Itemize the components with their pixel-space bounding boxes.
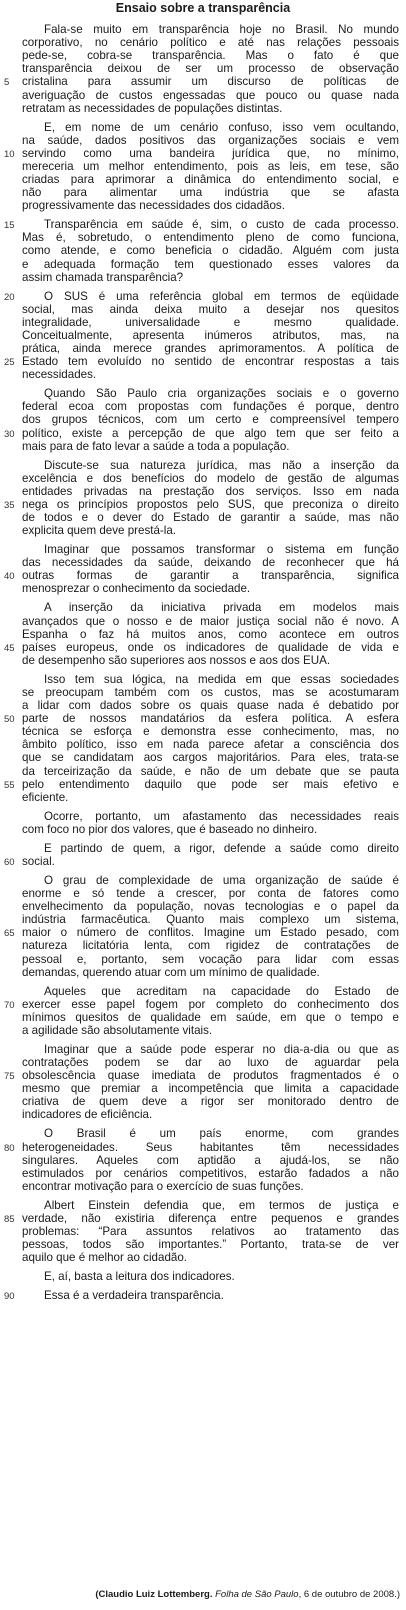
text-line: averiguação de custos engessadas que pouco ou quase nada	[22, 89, 399, 102]
text-line: Imaginar que a saúde pode esperar no dia-a-dia ou que as	[44, 1043, 399, 1056]
line-number: 35	[4, 499, 15, 511]
text-line: mereceria um melhor entendimento, pois as leis, em tese, são	[22, 160, 399, 173]
text-line: servindo como uma bandeira jurídica que, no mínimo,	[22, 147, 399, 160]
line-number: 45	[4, 642, 15, 654]
text-line: entidades privadas na prestação dos serviços. Isso em nada	[22, 485, 399, 498]
text-line: como atende, e como beneficia o cidadão. Alguém com justa	[22, 245, 399, 258]
line-number: 55	[4, 779, 15, 791]
text-line: singulares. Aqueles com aptidão a ajudá-los, se não	[22, 1154, 399, 1167]
line-number: 80	[4, 1142, 15, 1154]
text-line: dos grupos técnicos, com um certo e compreensível tempero	[22, 414, 399, 427]
text-line: federal ecoa com propostas com fundações é porque, dentro	[22, 401, 399, 414]
text-line: assim chamada transparência?	[22, 271, 184, 284]
text-line: pelo entendimento daquilo que pode ser mais efetivo e	[22, 778, 399, 791]
text-line: mais para de fato levar a saúde a toda a população.	[22, 440, 290, 453]
text-line: problemas: “Para assuntos relativos ao tratamento das	[22, 1226, 399, 1238]
text-line: Essa é a verdadeira transparência.	[44, 1290, 224, 1303]
text-line: aquilo que é melhor ao cidadão.	[22, 1252, 188, 1265]
text-line: Fala-se muito em transparência hoje no Brasil. No mundo	[44, 24, 399, 36]
text-line: Discute-se sua natureza jurídica, mas não a inserção da	[44, 459, 399, 472]
line-number: 10	[4, 148, 15, 160]
text-line: social.	[22, 855, 55, 868]
text-line: se preocupam também com os custos, mas se acostumaram	[22, 686, 399, 699]
text-line: E partindo de quem, a rigor, defende a saúde como direito	[44, 842, 399, 855]
text-line: com foco no pior dos valores, que é baseado no dinheiro.	[22, 823, 318, 836]
text-line: pessoal e, portanto, sem vocação para lidar com essas	[22, 953, 399, 966]
text-line: Aqueles que acreditam na capacidade do Estado de	[44, 985, 399, 998]
text-line: países europeus, onde os indicadores de qualidade de vida e	[22, 641, 399, 654]
essay-title: Ensaio sobre a transparência	[115, 1, 291, 15]
text-line: encontrar motivação para o exercício de suas funções.	[22, 1180, 304, 1193]
text-line: transparência deixou de ser um processo de observação	[22, 63, 399, 76]
text-line: E, em nome de um cenário confuso, isso vem ocultando,	[44, 121, 399, 134]
text-line: E, aí, basta a leitura dos indicadores.	[44, 1271, 235, 1284]
text-line: na saúde, dados positivos das organizações sociais e vem	[22, 134, 399, 147]
text-line: indústria farmacêutica. Quanto mais complexo um sistema,	[22, 914, 399, 927]
line-number: 40	[4, 571, 15, 583]
line-number: 85	[4, 1213, 15, 1225]
line-number: 90	[4, 1291, 15, 1303]
text-line: eficiente.	[22, 791, 69, 804]
text-line: nega os princípios propostos pelo SUS, que preconiza o direito	[22, 498, 399, 511]
text-line: integralidade, universalidade e mesmo qualidade.	[22, 316, 399, 329]
text-line: Transparência em saúde é, sim, o custo de cada processo.	[44, 219, 399, 232]
line-number: 20	[4, 291, 15, 303]
text-line: necessidades.	[22, 369, 97, 382]
text-line: Albert Einstein defendia que, em termos de justiça e	[44, 1199, 399, 1212]
text-line: progressivamente das necessidades dos cidadãos.	[22, 200, 285, 213]
text-line: O SUS é uma referência global em termos de eqüidade	[44, 290, 399, 303]
source-author: (Claudio Luiz Lottemberg.	[95, 1589, 213, 1600]
source-citation	[95, 1589, 400, 1601]
text-line: estimulados por cenários competitivos, estarão fadados a não	[22, 1167, 399, 1180]
text-line: maior o número de conflitos. Imagine um Estado pesado, com	[22, 927, 399, 940]
text-line: Mas é, sobretudo, o entendimento pleno de como funciona,	[22, 232, 399, 245]
text-line: político, existe a percepção de que algo tem que ser feito a	[22, 427, 399, 440]
text-line: que se candidatam aos cargos majoritários. Para eles, trata-se	[22, 752, 399, 765]
text-line: e adequada formação tem questionado esses valores da	[22, 258, 399, 271]
text-line: a agilidade são absolutamente vitais.	[22, 1024, 213, 1037]
text-line: demandas, querendo atuar com um mínimo de qualidade.	[22, 966, 320, 979]
text-line: mesmo que premiar a incompetência que limita a capacidade	[22, 1083, 399, 1096]
text-line: âmbito político, isso em nada parece afetar a consciência dos	[22, 739, 399, 752]
text-line: parte de nossos mandatários da esfera política. A esfera	[22, 713, 399, 726]
text-line: O Brasil é um país enorme, com grandes	[44, 1128, 399, 1141]
text-line: de todos e o dever do Estado de garantir a saúde, mas não	[22, 512, 399, 524]
text-line: Conceitualmente, apresenta inúmeros atributos, mas, na	[22, 329, 399, 342]
text-line: cristalina para assumir um discurso de políticas de	[22, 76, 399, 89]
text-line: O grau de complexidade de uma organização de saúde é	[44, 874, 399, 887]
text-line: criadas para aprimorar a dinâmica do entendimento social, e	[22, 174, 399, 186]
text-line: corporativo, no cenário político e até nas relações pessoais	[22, 37, 399, 50]
text-line: criativa de quem deve a rigor ser monitorado dentro de	[22, 1096, 399, 1109]
text-line: natureza licitatória lenta, com rigidez de contratações de	[22, 940, 399, 953]
text-line: Quando São Paulo cria organizações sociais e o governo	[44, 388, 399, 401]
text-line: Isso tem sua lógica, na medida em que essas sociedades	[44, 673, 399, 686]
text-line: enorme e só tende a crescer, por conta de fatores como	[22, 888, 399, 900]
text-line: Espanha o faz há muitos anos, como acontece em outros	[22, 628, 399, 641]
text-line: A inserção da iniciativa privada em modelos mais	[44, 602, 399, 615]
text-line: Imaginar que possamos transformar o sistema em função	[44, 544, 399, 557]
text-line: indicadores de eficiência.	[22, 1109, 153, 1122]
text-line: envelhecimento da população, novas tecnologias e o papel da	[22, 901, 399, 914]
text-line: menosprezar o conhecimento da sociedade.	[22, 583, 251, 596]
text-line: outras formas de garantir a transparência, significa	[22, 570, 399, 583]
text-line: pessoas, todos são importantes.” Portanto, trata-se de ver	[22, 1239, 399, 1252]
line-number: 60	[4, 856, 15, 868]
text-line: social, mas ainda deixa muito a desejar nos quesitos	[22, 303, 399, 316]
text-line: das necessidades da saúde, deixando de reconhecer que há	[22, 557, 399, 570]
text-line: técnica se esforça e demonstra esse conhecimento, mas, no	[22, 726, 399, 739]
line-number: 30	[4, 428, 15, 440]
line-number: 70	[4, 999, 15, 1011]
line-number: 75	[4, 1071, 15, 1083]
text-line: da terceirização da saúde, e não de um debate que se pauta	[22, 765, 399, 778]
line-number: 25	[4, 357, 15, 369]
text-line: retratam as necessidades de populações distintas.	[22, 102, 283, 115]
line-number: 50	[4, 714, 15, 726]
text-line: pede-se, cobra-se transparência. Mas o fato é que	[22, 50, 399, 63]
text-line: avançados que o nosso e de maior justiça social não é novo. A	[22, 615, 399, 628]
text-line: a lidar com dados sobre os quais quase nada é debatido por	[22, 700, 399, 712]
text-line: prática, ainda merece grandes aprimoramentos. A política de	[22, 343, 399, 355]
text-line: não para alimentar uma indústria que se afasta	[22, 187, 399, 200]
text-line: exercer esse papel fogem por completo do conhecimento dos	[22, 998, 399, 1011]
text-line: Ocorre, portanto, um afastamento das necessidades reais	[44, 810, 399, 823]
text-line: verdade, não existiria diferença entre pequenos e grandes	[22, 1212, 399, 1225]
source-date: , 6 de outubro de 2008.)	[298, 1589, 400, 1600]
text-line: excelência e dos benefícios do modelo de gestão de algumas	[22, 472, 399, 485]
text-line: mínimos quesitos de qualidade em saúde, em que o tempo e	[22, 1011, 399, 1024]
line-number: 65	[4, 928, 15, 940]
source-newspaper: Folha de São Paulo	[215, 1589, 299, 1600]
text-line: Estado tem evoluído no sentido de encontrar respostas a tais	[22, 356, 399, 369]
text-line: obsolescência quase imediata de produtos fragmentados é o	[22, 1070, 399, 1083]
line-number: 15	[4, 220, 15, 232]
text-line: explicita quem deve prestá-la.	[22, 525, 177, 538]
line-number: 5	[4, 77, 10, 89]
text-line: heterogeneidades. Seus habitantes têm necessidades	[22, 1141, 399, 1154]
text-line: de desempenho são superiores aos nossos e aos dos EUA.	[22, 654, 331, 667]
text-line: contratações podem se dar ao luxo de aguardar pela	[22, 1057, 399, 1069]
